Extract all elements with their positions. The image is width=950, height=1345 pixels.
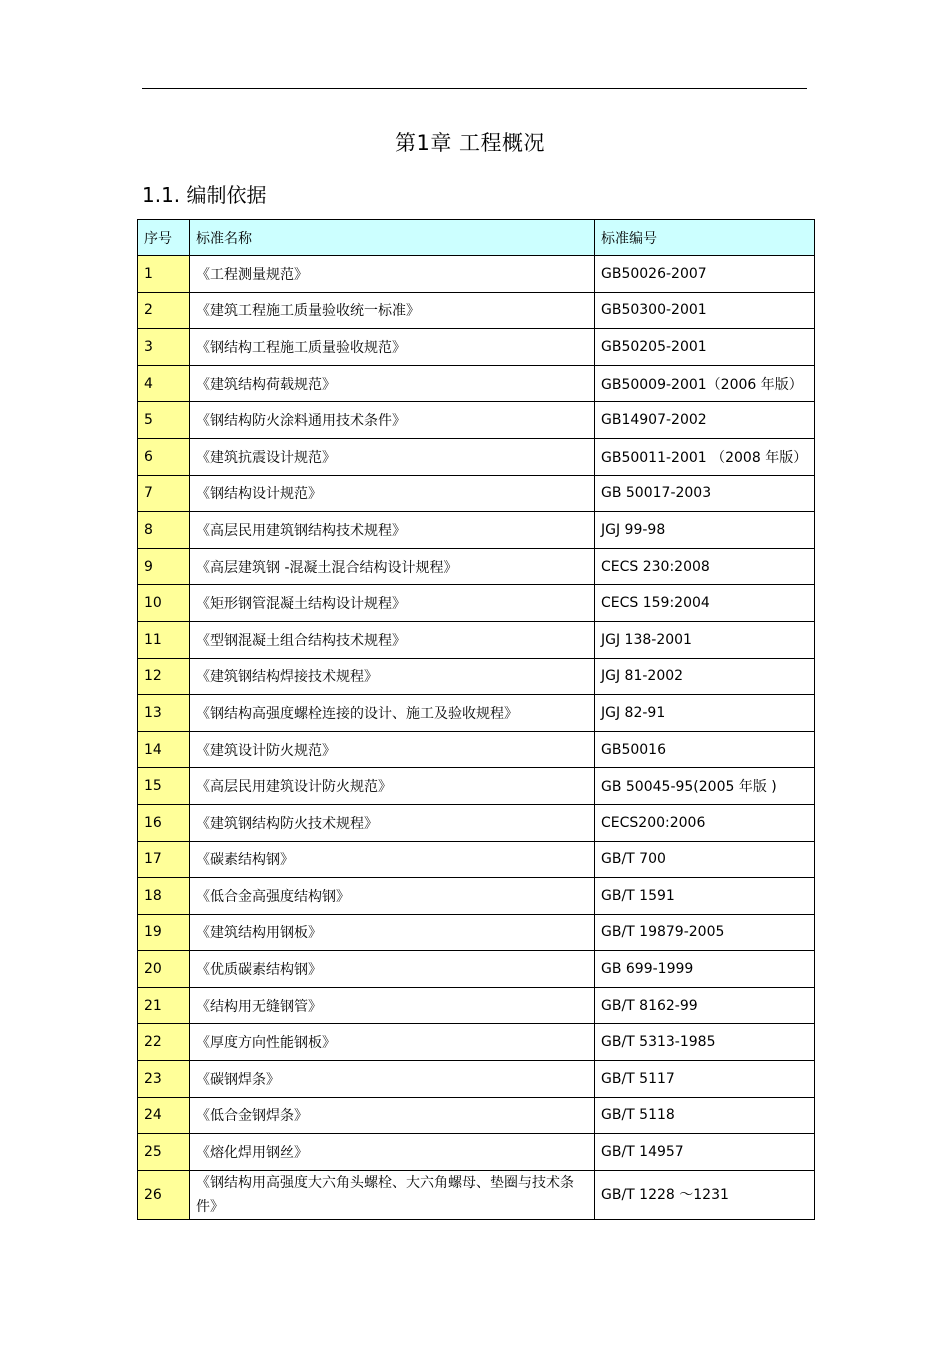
table-row: [138, 1170, 815, 1219]
table-row: [138, 1097, 815, 1134]
standard-name: 《碳素结构钢》: [190, 841, 595, 878]
row-number: 13: [138, 695, 190, 732]
header-rule: [142, 88, 807, 89]
standard-code: JGJ 81-2002: [595, 658, 815, 695]
standard-code: CECS 230:2008: [595, 548, 815, 585]
standard-name: 《型钢混凝土组合结构技术规程》: [190, 621, 595, 658]
row-number: 14: [138, 731, 190, 768]
standard-name: 《建筑钢结构焊接技术规程》: [190, 658, 595, 695]
row-number: 8: [138, 512, 190, 549]
standard-name: 《熔化焊用钢丝》: [190, 1134, 595, 1171]
table-row: [138, 804, 815, 841]
standard-code: JGJ 82-91: [595, 695, 815, 732]
row-number: 16: [138, 804, 190, 841]
standard-code: GB 50017-2003: [595, 475, 815, 512]
standard-name: 《建筑设计防火规范》: [190, 731, 595, 768]
table-row: [138, 475, 815, 512]
table-row: [138, 621, 815, 658]
row-number: 18: [138, 878, 190, 915]
standard-name: 《低合金钢焊条》: [190, 1097, 595, 1134]
row-number: 23: [138, 1061, 190, 1098]
row-number: 11: [138, 621, 190, 658]
standard-code: JGJ 138-2001: [595, 621, 815, 658]
standard-name: 《钢结构工程施工质量验收规范》: [190, 329, 595, 366]
table-row: [138, 585, 815, 622]
table-row: [138, 658, 815, 695]
table-row: [138, 548, 815, 585]
chapter-title: 第1章 工程概况: [394, 131, 546, 155]
standard-code: GB/T 8162-99: [595, 987, 815, 1024]
row-number: 19: [138, 914, 190, 951]
standard-name: 《结构用无缝钢管》: [190, 987, 595, 1024]
standard-code: GB/T 1591: [595, 878, 815, 915]
standard-code: GB 50045-95(2005 年版 ): [595, 768, 815, 805]
row-number: 12: [138, 658, 190, 695]
standard-code: GB/T 5117: [595, 1061, 815, 1098]
row-number: 17: [138, 841, 190, 878]
standard-code: JGJ 99-98: [595, 512, 815, 549]
row-number: 20: [138, 951, 190, 988]
table-row: [138, 731, 815, 768]
table-row: [138, 256, 815, 293]
header-number: 序号: [138, 220, 190, 256]
row-number: 15: [138, 768, 190, 805]
standard-code: GB50009-2001（2006 年版）: [595, 365, 815, 402]
standard-name: 《低合金高强度结构钢》: [190, 878, 595, 915]
row-number: 25: [138, 1134, 190, 1171]
table-row: [138, 987, 815, 1024]
standard-name: 《建筑工程施工质量验收统一标准》: [190, 292, 595, 329]
table-row: [138, 914, 815, 951]
table-row: [138, 878, 815, 915]
standard-code: GB/T 14957: [595, 1134, 815, 1171]
row-number: 7: [138, 475, 190, 512]
table-row: [138, 438, 815, 475]
table-row: [138, 402, 815, 439]
row-number: 24: [138, 1097, 190, 1134]
standard-name: 《碳钢焊条》: [190, 1061, 595, 1098]
row-number: 1: [138, 256, 190, 293]
standard-name: 《高层民用建筑钢结构技术规程》: [190, 512, 595, 549]
standard-code: CECS 159:2004: [595, 585, 815, 622]
standard-name: 《钢结构高强度螺栓连接的设计、施工及验收规程》: [190, 695, 595, 732]
table-row: [138, 841, 815, 878]
standard-name: 《钢结构用高强度大六角头螺栓、大六角螺母、垫圈与技术条件》: [190, 1170, 595, 1219]
standard-name: 《厚度方向性能钢板》: [190, 1024, 595, 1061]
standard-name: 《矩形钢管混凝土结构设计规程》: [190, 585, 595, 622]
row-number: 4: [138, 365, 190, 402]
standard-code: GB/T 5313-1985: [595, 1024, 815, 1061]
table-header-row: [138, 220, 815, 256]
standard-code: GB50205-2001: [595, 329, 815, 366]
table-row: [138, 365, 815, 402]
row-number: 22: [138, 1024, 190, 1061]
row-number: 9: [138, 548, 190, 585]
standard-name: 《建筑抗震设计规范》: [190, 438, 595, 475]
table-row: [138, 951, 815, 988]
table-row: [138, 1024, 815, 1061]
standard-code: GB14907-2002: [595, 402, 815, 439]
standard-code: GB50016: [595, 731, 815, 768]
standard-code: GB/T 700: [595, 841, 815, 878]
table-row: [138, 329, 815, 366]
row-number: 21: [138, 987, 190, 1024]
standard-code: GB 699-1999: [595, 951, 815, 988]
table-row: [138, 1134, 815, 1171]
table-row: [138, 768, 815, 805]
section-title: 1.1. 编制依据: [142, 183, 267, 207]
standard-code: GB50300-2001: [595, 292, 815, 329]
standard-code: GB/T 5118: [595, 1097, 815, 1134]
standard-name: 《建筑钢结构防火技术规程》: [190, 804, 595, 841]
standard-name: 《建筑结构用钢板》: [190, 914, 595, 951]
standard-code: GB50011-2001 （2008 年版）: [595, 438, 815, 475]
table-row: [138, 695, 815, 732]
row-number: 3: [138, 329, 190, 366]
row-number: 6: [138, 438, 190, 475]
standard-code: GB/T 19879-2005: [595, 914, 815, 951]
table-row: [138, 512, 815, 549]
standard-code: CECS200:2006: [595, 804, 815, 841]
row-number: 26: [138, 1170, 190, 1219]
standard-code: GB/T 1228 ～1231: [595, 1170, 815, 1219]
header-standard-code: 标准编号: [595, 220, 815, 256]
standard-name: 《高层建筑钢 -混凝土混合结构设计规程》: [190, 548, 595, 585]
table-row: [138, 292, 815, 329]
standard-name: 《建筑结构荷载规范》: [190, 365, 595, 402]
table-row: [138, 1061, 815, 1098]
standard-name: 《工程测量规范》: [190, 256, 595, 293]
standard-code: GB50026-2007: [595, 256, 815, 293]
standards-table: [137, 219, 815, 1220]
standard-name: 《优质碳素结构钢》: [190, 951, 595, 988]
row-number: 10: [138, 585, 190, 622]
standard-name: 《高层民用建筑设计防火规范》: [190, 768, 595, 805]
standard-name: 《钢结构防火涂料通用技术条件》: [190, 402, 595, 439]
row-number: 5: [138, 402, 190, 439]
row-number: 2: [138, 292, 190, 329]
standard-name: 《钢结构设计规范》: [190, 475, 595, 512]
header-standard-name: 标准名称: [190, 220, 595, 256]
